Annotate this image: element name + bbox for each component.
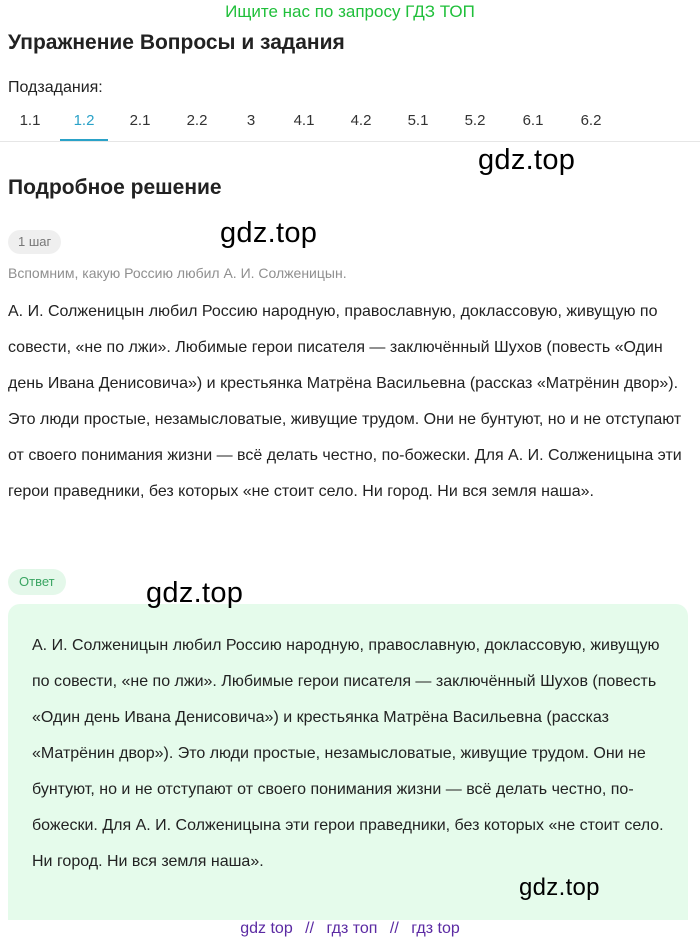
page-title: Упражнение Вопросы и задания: [8, 31, 345, 54]
answer-badge: Ответ: [8, 569, 66, 595]
tab-2-1[interactable]: 2.1: [129, 112, 151, 129]
watermark: gdz.top: [478, 144, 576, 176]
answer-text: А. И. Солженицын любил Россию народную, православную, доклассовую, живущую по совести, «не по лжи». Любимые герои писателя — заключённый Шухов (повесть «Один день Ивана Денисовича») и крестьянка Матрёна Васильевна (рассказ «Матрёнин двор»). Это люди простые, незамысловатые, живущие трудом. Они не бунтуют, но и не отступают от своего понимания жизни — всё делать честно, по-божески. Для А. И. Солженицына эти герои праведники, без которых «не стоит село. Ни город. Ни вся земля наша».: [32, 637, 664, 870]
tab-4-1[interactable]: 4.1: [293, 112, 315, 129]
watermark: gdz.top: [146, 577, 244, 609]
tab-5-1[interactable]: 5.1: [407, 112, 429, 129]
tab-1-2[interactable]: 1.2: [60, 104, 108, 141]
subtasks-label: Подзадания:: [8, 79, 103, 96]
step-hint: Вспомним, какую Россию любил А. И. Солженицын.: [8, 265, 347, 281]
tab-3[interactable]: 3: [246, 112, 256, 129]
solution-text: А. И. Солженицын любил Россию народную, православную, доклассовую, живущую по совести, «не по лжи». Любимые герои писателя — заключённый Шухов (повесть «Один день Ивана Денисовича») и крестьянка Матрёна Васильевна (рассказ «Матрёнин двор»). Это люди простые, незамысловатые, живущие трудом. Они не бунтуют, но и не отступают от своего понимания жизни — всё делать честно, по-божески. Для А. И. Солженицына эти герои праведники, без которых «не стоит село. Ни город. Ни вся земля наша».: [8, 303, 682, 500]
answer-box: [8, 604, 688, 920]
watermark: gdz.top: [220, 217, 318, 249]
tab-6-2[interactable]: 6.2: [580, 112, 602, 129]
footer-link[interactable]: gdz top: [240, 920, 293, 937]
subtask-tabs: [0, 104, 700, 142]
footer-links: [0, 920, 700, 938]
tab-5-2[interactable]: 5.2: [464, 112, 486, 129]
solution-title: Подробное решение: [8, 176, 222, 199]
footer-link[interactable]: гдз top: [411, 920, 460, 937]
step-badge: 1 шаг: [8, 230, 61, 254]
tab-1-1[interactable]: 1.1: [19, 112, 41, 129]
promo-banner[interactable]: Ищите нас по запросу ГДЗ ТОП: [225, 2, 475, 21]
footer-separator: //: [389, 920, 399, 937]
footer-link[interactable]: гдз топ: [326, 920, 378, 937]
tab-6-1[interactable]: 6.1: [522, 112, 544, 129]
tab-4-2[interactable]: 4.2: [350, 112, 372, 129]
tab-2-2[interactable]: 2.2: [186, 112, 208, 129]
footer-separator: //: [305, 920, 315, 937]
watermark: gdz.top: [519, 874, 600, 901]
